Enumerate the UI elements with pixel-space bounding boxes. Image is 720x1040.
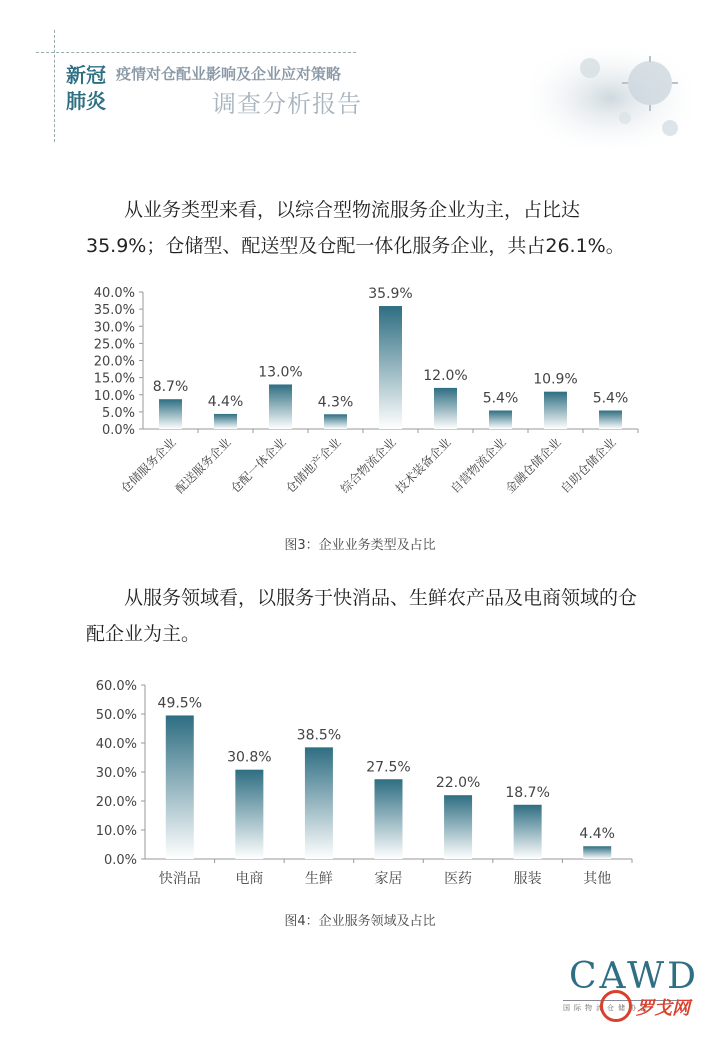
data-label: 13.0% [258, 364, 303, 381]
y-tick-label: 50.0% [95, 708, 137, 723]
y-tick-label: 20.0% [95, 795, 137, 810]
data-label: 18.7% [505, 784, 550, 801]
category-label: 金融仓储企业 [502, 435, 564, 497]
data-label: 22.0% [435, 775, 481, 792]
y-tick-label: 5.0% [101, 405, 135, 421]
bar [305, 747, 333, 859]
figure3-caption: 图3：企业业务类型及占比 [284, 538, 436, 553]
category-label: 技术装备企业 [392, 435, 454, 497]
bar [444, 795, 472, 859]
category-label: 生鲜 [304, 871, 333, 887]
bar [489, 411, 512, 429]
data-label: 8.7% [152, 379, 189, 396]
category-label: 电商 [235, 871, 264, 887]
virus-decoration-icon [530, 48, 690, 148]
page-header [0, 0, 720, 150]
y-tick-label: 15.0% [93, 371, 135, 387]
header-report-title: 调查分析报告 [212, 90, 362, 118]
category-label: 医药 [444, 871, 473, 887]
bar [514, 805, 542, 859]
y-tick-label: 10.0% [93, 388, 135, 404]
bar [166, 715, 194, 859]
cawd-logo: CAWD 国际物流仓储协会 [563, 956, 699, 1012]
data-label: 4.4% [579, 826, 616, 843]
header-dashed-line [36, 52, 356, 53]
bar [214, 414, 237, 429]
y-tick-label: 40.0% [95, 737, 137, 752]
data-label: 30.8% [227, 749, 272, 766]
bar [375, 779, 403, 859]
watermark-logo-icon [600, 990, 632, 1022]
header-dashed-vertical-line [54, 30, 55, 142]
data-label: 5.4% [482, 390, 519, 407]
data-label: 49.5% [157, 695, 203, 712]
data-label: 12.0% [423, 367, 468, 384]
y-tick-label: 0.0% [103, 853, 137, 868]
business-type-bar-chart [0, 270, 720, 530]
data-label: 4.3% [317, 394, 354, 411]
y-tick-label: 30.0% [93, 320, 135, 336]
category-label: 其他 [583, 871, 612, 887]
watermark: 罗戈网 [580, 990, 710, 1030]
category-label: 仓储地产企业 [282, 435, 344, 497]
service-domain-bar-chart [0, 665, 720, 905]
category-label: 服装 [513, 871, 542, 887]
paragraph-service-domain: 从服务领域看，以服务于快消品、生鲜农产品及电商领域的仓配企业为主。 [86, 587, 638, 645]
header-subtitle: 疫情对仓配业影响及企业应对策略 [116, 65, 342, 83]
data-label: 27.5% [366, 759, 411, 776]
figure4-caption: 图4：企业服务领域及占比 [284, 914, 436, 929]
data-label: 5.4% [592, 390, 629, 407]
bar [235, 770, 263, 859]
category-label: 家居 [374, 871, 403, 887]
category-label: 仓储服务企业 [117, 435, 179, 497]
y-tick-label: 35.0% [93, 303, 135, 319]
bar [269, 384, 292, 429]
paragraph-business-type: 从业务类型来看，以综合型物流服务企业为主，占比达35.9%；仓储型、配送型及仓配一体化服务企业，共占26.1%。 [86, 199, 625, 257]
category-label: 仓配一体企业 [227, 435, 289, 497]
y-tick-label: 0.0% [101, 423, 135, 438]
y-tick-label: 40.0% [93, 286, 135, 301]
category-label: 快消品 [158, 871, 201, 887]
y-tick-label: 30.0% [95, 766, 137, 781]
data-label: 38.5% [296, 727, 342, 744]
header-covid-title: 新冠 肺炎 [66, 63, 106, 113]
category-label: 配送服务企业 [172, 435, 234, 497]
bar [599, 411, 622, 429]
y-tick-label: 60.0% [95, 679, 137, 694]
category-label: 综合物流企业 [337, 435, 399, 497]
bar [434, 388, 457, 429]
data-label: 35.9% [368, 286, 413, 303]
data-label: 4.4% [207, 393, 244, 410]
data-label: 10.9% [533, 371, 578, 388]
bar [544, 392, 567, 429]
bar [379, 306, 402, 429]
category-label: 自营物流企业 [447, 435, 509, 497]
bar [583, 846, 611, 859]
y-tick-label: 20.0% [93, 354, 135, 370]
category-label: 自助仓储企业 [557, 435, 619, 497]
bar [324, 414, 347, 429]
bar [159, 399, 182, 429]
y-tick-label: 10.0% [95, 824, 137, 839]
y-tick-label: 25.0% [93, 337, 135, 353]
